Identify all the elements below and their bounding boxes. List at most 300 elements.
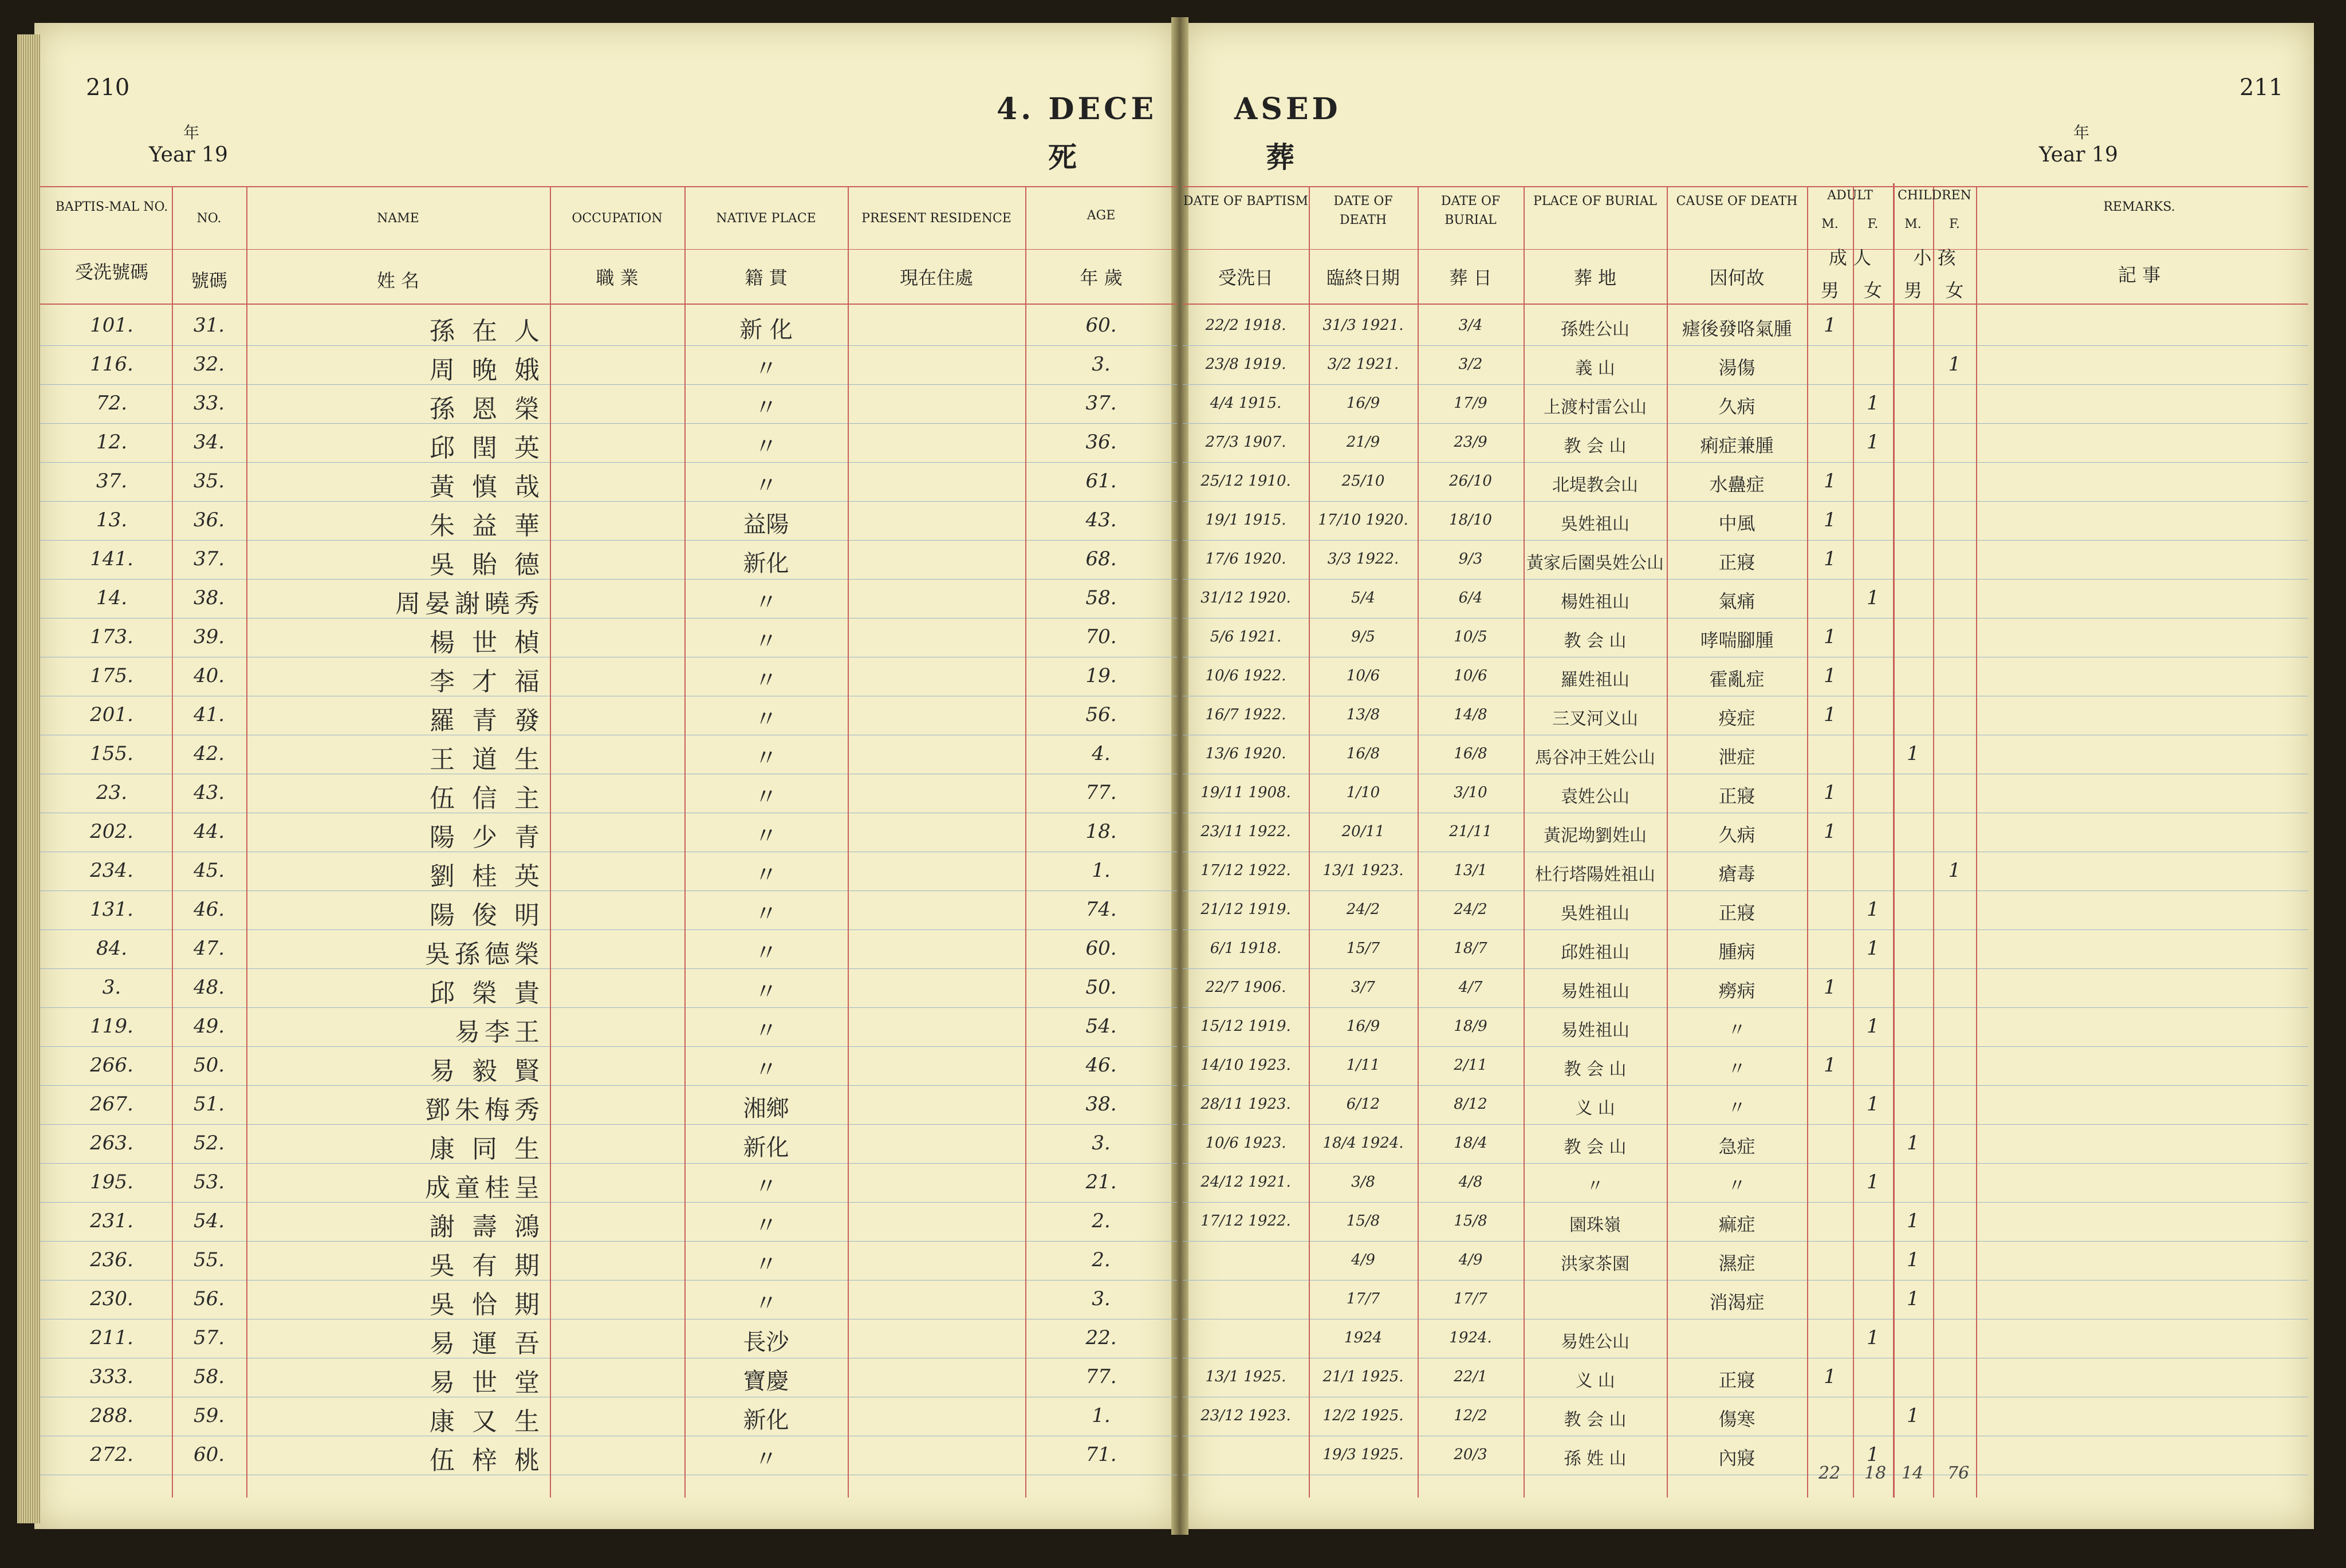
number-cell: 34.	[193, 430, 225, 454]
age-cell: 43.	[1085, 508, 1117, 531]
row-rule-left	[40, 1202, 1177, 1203]
native-place-cell: 新化	[743, 550, 789, 577]
number-cell: 53.	[193, 1170, 225, 1193]
name-cell: 陽 少 青	[430, 822, 544, 852]
child-male-cell: 1	[1907, 1131, 1919, 1155]
number-cell: 47.	[193, 936, 225, 960]
row-rule-left	[40, 1124, 1177, 1125]
date-baptism-cell: 14/10 1923.	[1200, 1056, 1291, 1074]
number-cell: 40.	[193, 664, 225, 687]
row-rule-left	[40, 929, 1177, 930]
date-burial-cell: 14/8	[1454, 706, 1487, 723]
baptismal-no-cell: 84.	[96, 936, 128, 960]
native-place-cell: 〃	[754, 901, 778, 927]
child-male-cell: 1	[1907, 742, 1919, 765]
date-baptism-cell: 31/12 1920.	[1200, 589, 1291, 606]
age-cell: 61.	[1085, 469, 1117, 493]
header-zh-cause-death: 因何故	[1709, 267, 1765, 289]
row-rule-left	[40, 968, 1177, 969]
number-cell: 44.	[193, 820, 225, 843]
date-baptism-cell: 24/12 1921.	[1200, 1173, 1291, 1191]
baptismal-no-cell: 116.	[90, 352, 133, 376]
adult-male-cell: 1	[1824, 547, 1836, 570]
place-burial-cell: 杜行塔陽姓祖山	[1535, 865, 1655, 885]
date-death-cell: 6/12	[1346, 1095, 1380, 1113]
native-place-cell: 〃	[754, 395, 778, 421]
name-cell: 李 才 福	[430, 667, 544, 696]
row-rule-left	[40, 1280, 1177, 1281]
place-burial-cell: 洪家茶園	[1561, 1254, 1629, 1275]
header-native-place: NATIVE PLACE	[716, 211, 816, 226]
header-f-af: F.	[1867, 217, 1879, 231]
row-rule-right	[1183, 501, 2308, 502]
number-cell: 55.	[193, 1248, 225, 1271]
number-cell: 43.	[193, 781, 225, 804]
title-left: 4. DECE	[997, 92, 1158, 127]
column-rule	[1976, 186, 1977, 1498]
row-rule-right	[1183, 345, 2308, 346]
header-m-cm: M.	[1904, 217, 1922, 231]
native-place-cell: 〃	[754, 1446, 778, 1472]
place-burial-cell: 園珠嶺	[1569, 1215, 1621, 1236]
row-rule-left	[40, 1007, 1177, 1008]
age-cell: 50.	[1085, 975, 1117, 999]
native-place-cell: 〃	[754, 784, 778, 810]
row-rule-left	[40, 579, 1177, 580]
age-cell: 3.	[1092, 1287, 1111, 1310]
adult-male-cell: 1	[1824, 313, 1836, 337]
baptismal-no-cell: 202.	[90, 820, 133, 843]
number-cell: 38.	[193, 586, 225, 609]
cause-death-cell: 中風	[1718, 513, 1755, 534]
date-death-cell: 3/8	[1351, 1173, 1375, 1191]
name-cell: 孫 在 人	[430, 316, 544, 346]
date-burial-cell: 3/2	[1458, 355, 1483, 373]
number-cell: 58.	[193, 1365, 225, 1388]
row-rule-right	[1183, 1046, 2308, 1047]
baptismal-no-cell: 234.	[90, 858, 133, 882]
age-cell: 1.	[1092, 1404, 1111, 1427]
rule-header-split-left	[40, 249, 1177, 250]
number-cell: 41.	[193, 703, 225, 726]
child-female-cell: 1	[1948, 352, 1961, 376]
date-baptism-cell: 28/11 1923.	[1200, 1095, 1291, 1113]
age-cell: 18.	[1085, 820, 1117, 843]
date-baptism-cell: 17/12 1922.	[1200, 1212, 1291, 1230]
name-cell: 羅 青 發	[430, 706, 544, 735]
date-burial-cell: 3/4	[1458, 316, 1483, 334]
adult-female-cell: 1	[1867, 391, 1879, 415]
header-date-burial: DATE OF BURIAL	[1440, 194, 1501, 227]
place-burial-cell: 孫 姓 山	[1564, 1449, 1627, 1469]
place-burial-cell: 上渡村雷公山	[1544, 397, 1647, 418]
number-cell: 31.	[193, 313, 225, 337]
date-burial-cell: 1924.	[1449, 1329, 1492, 1346]
date-burial-cell: 4/7	[1458, 978, 1483, 996]
baptismal-no-cell: 3.	[102, 975, 121, 999]
place-burial-cell: 孫姓公山	[1561, 320, 1629, 340]
date-baptism-cell: 21/12 1919.	[1200, 900, 1291, 918]
cause-death-cell: 急症	[1718, 1136, 1755, 1157]
baptismal-no-cell: 175.	[90, 664, 133, 687]
age-cell: 4.	[1092, 742, 1111, 765]
header-zh-native-place: 籍 貫	[745, 267, 788, 289]
adult-female-cell: 1	[1867, 1443, 1879, 1466]
adult-male-cell: 1	[1824, 1365, 1836, 1388]
baptismal-no-cell: 173.	[90, 625, 133, 648]
header-zh-rem: 記 事	[2117, 264, 2161, 286]
place-burial-cell: 馬谷冲王姓公山	[1535, 748, 1655, 769]
cause-death-cell: 癆病	[1718, 980, 1755, 1002]
cause-death-cell: 濕症	[1718, 1252, 1755, 1274]
name-cell: 楊 世 楨	[430, 628, 544, 657]
place-burial-cell: 〃	[1587, 1176, 1604, 1197]
age-cell: 60.	[1085, 313, 1117, 337]
date-baptism-cell: 23/8 1919.	[1205, 355, 1286, 373]
date-baptism-cell: 27/3 1907.	[1205, 433, 1286, 451]
age-cell: 37.	[1085, 391, 1117, 415]
adult-female-cell: 1	[1867, 1014, 1879, 1038]
name-cell: 吳孫德榮	[425, 939, 544, 969]
date-death-cell: 17/10 1920.	[1318, 511, 1408, 529]
header-zh-male-am: 男	[1820, 279, 1839, 301]
header-zh-present-residence: 現在住處	[899, 267, 973, 289]
cause-death-cell: 正寢	[1718, 902, 1755, 924]
date-burial-cell: 22/1	[1454, 1368, 1487, 1385]
header-zh-adult: 成 人	[1828, 247, 1872, 269]
place-burial-cell: 教 会 山	[1564, 1410, 1627, 1431]
baptismal-no-cell: 272.	[90, 1443, 133, 1466]
name-cell: 陽 俊 明	[430, 900, 544, 930]
cause-death-cell: 泄症	[1718, 746, 1755, 768]
name-cell: 吳 貽 德	[430, 550, 544, 580]
date-baptism-cell: 6/1 1918.	[1210, 939, 1282, 957]
rule-header-bottom-left	[40, 304, 1177, 305]
name-cell: 邱 榮 貴	[430, 978, 544, 1008]
row-rule-right	[1183, 423, 2308, 424]
row-rule-right	[1183, 540, 2308, 541]
baptismal-no-cell: 72.	[96, 391, 128, 415]
header-name: NAME	[377, 211, 419, 226]
total-am: 22	[1818, 1463, 1841, 1483]
rule-header-bottom-right	[1183, 304, 2308, 305]
baptismal-no-cell: 14.	[96, 586, 128, 609]
cause-death-cell: 正寢	[1718, 1369, 1755, 1391]
date-death-cell: 21/1 1925.	[1322, 1368, 1404, 1385]
date-baptism-cell: 23/12 1923.	[1200, 1407, 1291, 1424]
place-burial-cell: 吳姓祖山	[1561, 904, 1629, 924]
number-cell: 35.	[193, 469, 225, 493]
cause-death-cell: 湯傷	[1718, 357, 1755, 379]
baptismal-no-cell: 101.	[90, 313, 133, 337]
header-zh-place-burial: 葬 地	[1573, 267, 1617, 289]
date-burial-cell: 3/10	[1454, 783, 1487, 801]
date-death-cell: 5/4	[1351, 589, 1375, 606]
row-rule-right	[1183, 1280, 2308, 1281]
header-zh-date-burial: 葬 日	[1449, 267, 1492, 289]
cause-death-cell: 久病	[1718, 396, 1755, 417]
row-rule-left	[40, 1085, 1177, 1086]
number-cell: 56.	[193, 1287, 225, 1310]
native-place-cell: 新化	[743, 1134, 789, 1161]
adult-male-cell: 1	[1824, 625, 1836, 648]
cause-death-cell: 〃	[1727, 1019, 1746, 1041]
date-death-cell: 16/8	[1346, 744, 1380, 762]
header-present-residence: PRESENT RESIDENCE	[861, 211, 1011, 226]
native-place-cell: 〃	[754, 589, 778, 616]
place-burial-cell: 羅姓祖山	[1561, 670, 1629, 691]
place-burial-cell: 義 山	[1575, 358, 1615, 379]
adult-male-cell: 1	[1824, 664, 1836, 687]
baptismal-no-cell: 131.	[90, 897, 133, 921]
number-cell: 48.	[193, 975, 225, 999]
row-rule-right	[1183, 1202, 2308, 1203]
native-place-cell: 〃	[754, 862, 778, 888]
place-burial-cell: 教 会 山	[1564, 1059, 1627, 1080]
native-place-cell: 〃	[754, 667, 778, 694]
date-baptism-cell: 19/1 1915.	[1205, 511, 1286, 529]
cause-death-cell: 霍亂症	[1709, 668, 1765, 690]
row-rule-right	[1183, 384, 2308, 385]
adult-male-cell: 1	[1824, 469, 1836, 493]
date-death-cell: 25/10	[1341, 472, 1385, 490]
baptismal-no-cell: 263.	[90, 1131, 133, 1155]
date-death-cell: 9/5	[1351, 628, 1375, 645]
date-burial-cell: 18/9	[1454, 1017, 1487, 1035]
date-baptism-cell: 25/12 1910.	[1200, 472, 1291, 490]
place-burial-cell: 黃泥坳劉姓山	[1544, 826, 1647, 846]
total-af: 18	[1864, 1463, 1887, 1483]
adult-female-cell: 1	[1867, 936, 1879, 960]
date-death-cell: 3/2 1921.	[1327, 355, 1399, 373]
date-death-cell: 18/4 1924.	[1322, 1134, 1404, 1152]
date-burial-cell: 8/12	[1454, 1095, 1487, 1113]
date-burial-cell: 16/8	[1454, 744, 1487, 762]
date-burial-cell: 17/7	[1454, 1290, 1487, 1307]
name-cell: 伍 信 主	[430, 783, 544, 813]
total-cf: 76	[1947, 1463, 1970, 1483]
row-rule-left	[40, 540, 1177, 541]
place-burial-cell: 吳姓祖山	[1561, 514, 1629, 535]
name-cell: 吳 有 期	[430, 1251, 544, 1281]
date-baptism-cell: 23/11 1922.	[1200, 822, 1291, 840]
row-rule-left	[40, 1241, 1177, 1242]
header-zh-occupation: 職 業	[596, 267, 639, 289]
date-death-cell: 3/3 1922.	[1327, 550, 1399, 568]
native-place-cell: 益陽	[743, 511, 789, 538]
date-burial-cell: 10/6	[1454, 667, 1487, 684]
date-baptism-cell: 22/2 1918.	[1205, 316, 1286, 334]
date-death-cell: 15/7	[1346, 939, 1380, 957]
name-cell: 劉 桂 英	[430, 861, 544, 891]
number-cell: 60.	[193, 1443, 225, 1466]
age-cell: 2.	[1092, 1209, 1111, 1232]
native-place-cell: 新 化	[739, 317, 793, 343]
date-burial-cell: 18/7	[1454, 939, 1487, 957]
year-right	[2039, 120, 2118, 167]
date-burial-cell: 21/11	[1449, 822, 1492, 840]
adult-male-cell: 1	[1824, 975, 1836, 999]
cause-death-cell: 瘧後發咯氣腫	[1682, 318, 1792, 340]
rule-top-left	[40, 186, 1177, 187]
year-left	[149, 120, 228, 167]
number-cell: 45.	[193, 858, 225, 882]
header-f-cf: F.	[1949, 217, 1960, 231]
baptismal-no-cell: 201.	[90, 703, 133, 726]
age-cell: 56.	[1085, 703, 1117, 726]
name-cell: 邱 閏 英	[430, 433, 544, 463]
date-death-cell: 1924	[1344, 1329, 1383, 1346]
place-burial-cell: 教 会 山	[1564, 1137, 1627, 1158]
number-cell: 36.	[193, 508, 225, 531]
age-cell: 60.	[1085, 936, 1117, 960]
row-rule-right	[1183, 1007, 2308, 1008]
place-burial-cell: 义 山	[1575, 1371, 1615, 1392]
cause-death-cell: 正寢	[1718, 785, 1755, 807]
row-rule-left	[40, 501, 1177, 502]
column-rule	[1853, 186, 1854, 1498]
year-zh-left: 年	[183, 123, 200, 142]
date-death-cell: 4/9	[1351, 1251, 1375, 1268]
row-rule-left	[40, 345, 1177, 346]
date-burial-cell: 13/1	[1454, 861, 1487, 879]
rule-top-right	[1183, 186, 2308, 187]
date-death-cell: 20/11	[1341, 822, 1385, 840]
cause-death-cell: 痢症兼腫	[1700, 435, 1774, 456]
age-cell: 1.	[1092, 858, 1111, 882]
number-cell: 39.	[193, 625, 225, 648]
cause-death-cell: 傷寒	[1718, 1408, 1755, 1430]
date-baptism-cell: 13/1 1925.	[1205, 1368, 1286, 1385]
baptismal-no-cell: 155.	[90, 742, 133, 765]
date-death-cell: 21/9	[1346, 433, 1380, 451]
header-rem: REMARKS.	[2103, 200, 2175, 214]
date-baptism-cell: 10/6 1923.	[1205, 1134, 1286, 1152]
adult-female-cell: 1	[1867, 1170, 1879, 1193]
native-place-cell: 長沙	[743, 1329, 789, 1356]
name-cell: 黃 慎 哉	[430, 472, 544, 502]
place-burial-cell: 教 会 山	[1564, 436, 1627, 457]
native-place-cell: 〃	[754, 1290, 778, 1317]
date-burial-cell: 26/10	[1449, 472, 1492, 490]
date-burial-cell: 4/8	[1458, 1173, 1483, 1191]
age-cell: 36.	[1085, 430, 1117, 454]
header-zh-date-death: 臨終日期	[1326, 267, 1400, 289]
age-cell: 77.	[1085, 781, 1117, 804]
native-place-cell: 〃	[754, 706, 778, 732]
header-zh-male-cm: 男	[1903, 279, 1922, 301]
cause-death-cell: 水蠱症	[1709, 474, 1765, 495]
baptismal-no-cell: 231.	[90, 1209, 133, 1232]
header-date-baptism: DATE OF BAPTISM	[1183, 194, 1309, 208]
cause-death-cell: 疫症	[1718, 707, 1755, 729]
date-death-cell: 15/8	[1346, 1212, 1380, 1230]
age-cell: 68.	[1085, 547, 1117, 570]
adult-female-cell: 1	[1867, 430, 1879, 454]
row-rule-right	[1183, 1085, 2308, 1086]
date-death-cell: 24/2	[1346, 900, 1380, 918]
native-place-cell: 〃	[754, 1057, 778, 1083]
header-zh-children: 小 孩	[1913, 247, 1956, 269]
header-occupation: OCCUPATION	[572, 211, 663, 226]
date-death-cell: 16/9	[1346, 1017, 1380, 1035]
native-place-cell: 寶慶	[743, 1368, 789, 1394]
header-place-burial: PLACE OF BURIAL	[1533, 194, 1657, 208]
adult-male-cell: 1	[1824, 703, 1836, 726]
native-place-cell: 〃	[754, 745, 778, 771]
date-baptism-cell: 17/12 1922.	[1200, 861, 1291, 879]
date-burial-cell: 4/9	[1458, 1251, 1483, 1268]
date-death-cell: 10/6	[1346, 667, 1380, 684]
age-cell: 71.	[1085, 1443, 1117, 1466]
age-cell: 74.	[1085, 897, 1117, 921]
column-rule	[550, 186, 551, 1498]
row-rule-left	[40, 423, 1177, 424]
baptismal-no-cell: 266.	[90, 1053, 133, 1077]
cause-death-cell: 〃	[1727, 1058, 1746, 1080]
cause-death-cell: 哮喘腳腫	[1700, 629, 1774, 651]
number-cell: 37.	[193, 547, 225, 570]
date-burial-cell: 17/9	[1454, 394, 1487, 412]
native-place-cell: 〃	[754, 1173, 778, 1200]
date-baptism-cell: 10/6 1922.	[1205, 667, 1286, 684]
name-cell: 鄧朱梅秀	[425, 1095, 544, 1125]
name-cell: 孫 恩 榮	[430, 394, 544, 424]
native-place-cell: 〃	[754, 1018, 778, 1044]
baptismal-no-cell: 13.	[96, 508, 128, 531]
name-cell: 周晏謝曉秀	[395, 589, 544, 618]
place-burial-cell: 邱姓祖山	[1561, 943, 1629, 963]
page-edges	[17, 34, 40, 1523]
date-baptism-cell: 19/11 1908.	[1200, 783, 1291, 801]
row-rule-left	[40, 1046, 1177, 1047]
name-cell: 朱 益 華	[430, 511, 544, 541]
place-burial-cell: 易姓祖山	[1561, 982, 1629, 1002]
date-baptism-cell: 22/7 1906.	[1205, 978, 1286, 996]
header-adult: ADULT	[1827, 188, 1873, 203]
age-cell: 3.	[1092, 352, 1111, 376]
native-place-cell: 〃	[754, 472, 778, 499]
native-place-cell: 〃	[754, 356, 778, 382]
name-cell: 易 運 吾	[430, 1329, 544, 1358]
age-cell: 54.	[1085, 1014, 1117, 1038]
age-cell: 46.	[1085, 1053, 1117, 1077]
header-zh-no: 號碼	[190, 270, 227, 291]
native-place-cell: 〃	[754, 940, 778, 966]
place-burial-cell: 易姓公山	[1561, 1332, 1629, 1353]
name-cell: 易 毅 賢	[430, 1056, 544, 1086]
adult-male-cell: 1	[1824, 1053, 1836, 1077]
column-rule	[1933, 186, 1934, 1498]
title-zh-left: 死	[1048, 140, 1077, 174]
number-cell: 50.	[193, 1053, 225, 1077]
header-zh-female-cf: 女	[1945, 279, 1964, 301]
cause-death-cell: 正寢	[1718, 551, 1755, 573]
baptismal-no-cell: 288.	[90, 1404, 133, 1427]
date-burial-cell: 9/3	[1458, 550, 1483, 568]
date-death-cell: 12/2 1925.	[1322, 1407, 1404, 1424]
date-burial-cell: 18/10	[1449, 511, 1492, 529]
baptismal-no-cell: 267.	[90, 1092, 133, 1116]
place-burial-cell: 袁姓公山	[1561, 787, 1629, 807]
number-cell: 32.	[193, 352, 225, 376]
adult-female-cell: 1	[1867, 586, 1879, 609]
place-burial-cell: 三叉河义山	[1552, 709, 1638, 730]
cause-death-cell: 腫病	[1718, 941, 1755, 963]
date-burial-cell: 2/11	[1454, 1056, 1487, 1074]
left-page-number: 210	[86, 74, 130, 101]
rule-header-split-right	[1183, 249, 2308, 250]
